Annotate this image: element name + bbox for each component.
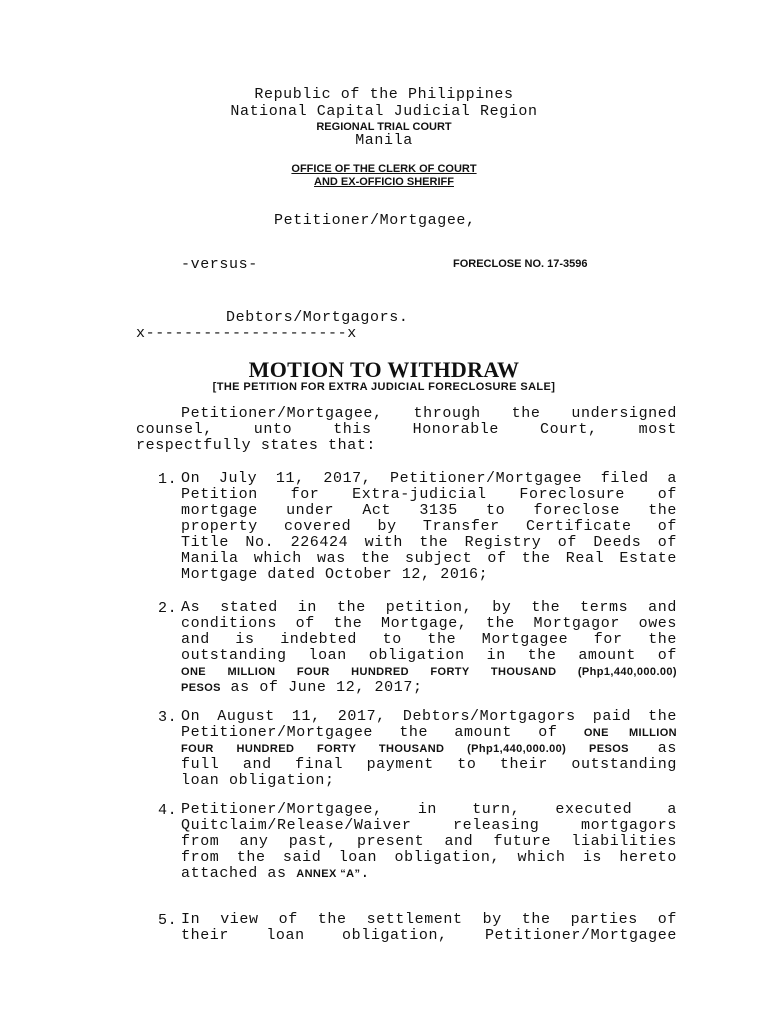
intro-line: counsel, unto this Honorable Court, most	[136, 421, 677, 438]
paragraph-line: mortgage under Act 3135 to foreclose the	[181, 502, 677, 519]
paragraph-line: Manila which was the subject of the Real Estate	[181, 550, 677, 567]
item-number: 3.	[158, 709, 178, 726]
annex-reference: ANNEX “A”	[296, 868, 361, 880]
header-region: National Capital Judicial Region	[230, 103, 538, 120]
as-of-date: as of June 12, 2017;	[230, 679, 423, 696]
intro-line: Petitioner/Mortgagee, through the undersigned	[181, 405, 677, 422]
paragraph-line: In view of the settlement by the parties of	[181, 911, 677, 928]
paragraph-line: their loan obligation, Petitioner/Mortgagee	[181, 927, 677, 944]
caption-separator: x---------------------x	[136, 325, 357, 342]
header-office-line1: OFFICE OF THE CLERK OF COURT	[291, 163, 477, 175]
header-republic: Republic of the Philippines	[254, 86, 514, 103]
amount-bold-start: ONE MILLION	[583, 727, 678, 739]
paragraph-line: conditions of the Mortgage, the Mortgagor owes	[181, 615, 677, 632]
intro-paragraph	[136, 406, 677, 454]
item-number: 5.	[158, 912, 178, 929]
paragraph-4	[181, 802, 677, 882]
amount-in-words: ONE MILLION FOUR HUNDRED FORTY THOUSAND (Php1,440,000.00)	[181, 666, 677, 678]
paragraph-line: FOUR HUNDRED FORTY THOUSAND (Php1,440,000.00) PESOS as	[181, 740, 677, 757]
caption-versus: -versus-	[181, 256, 258, 273]
paragraph-line: On July 11, 2017, Petitioner/Mortgagee filed a	[181, 470, 677, 487]
paragraph-line: loan obligation;	[181, 772, 335, 789]
paragraph-line: attached as ANNEX “A”.	[181, 865, 370, 882]
paragraph-3	[181, 709, 677, 789]
header-city: Manila	[355, 132, 413, 149]
case-number: FORECLOSE NO. 17-3596	[453, 258, 588, 270]
caption-petitioner: Petitioner/Mortgagee,	[274, 212, 476, 229]
paragraph-line: As stated in the petition, by the terms and	[181, 599, 677, 616]
item-number: 2.	[158, 600, 178, 617]
paragraph-line: Title No. 226424 with the Registry of Deeds of	[181, 534, 677, 551]
intro-line: respectfully states that:	[136, 437, 377, 454]
header-office-line2: AND EX-OFFICIO SHERIFF	[314, 176, 454, 188]
document-title: MOTION TO WITHDRAW	[248, 357, 520, 382]
paragraph-line: property covered by Transfer Certificate of	[181, 518, 677, 535]
paragraph-1	[181, 471, 677, 583]
document-subtitle: [THE PETITION FOR EXTRA JUDICIAL FORECLOSURE SALE]	[212, 381, 556, 393]
paragraph-5	[181, 912, 677, 944]
paragraph-line: outstanding loan obligation in the amount of	[181, 647, 677, 664]
paragraph-line	[181, 680, 677, 696]
paragraph-line: On August 11, 2017, Debtors/Mortgagors paid the	[181, 708, 677, 725]
paragraph-line: Mortgage dated October 12, 2016;	[181, 566, 489, 583]
item-number: 1.	[158, 471, 178, 488]
caption-debtors: Debtors/Mortgagors.	[226, 309, 409, 326]
header-court: REGIONAL TRIAL COURT	[316, 121, 452, 133]
paragraph-line: and is indebted to the Mortgagee for the	[181, 631, 677, 648]
currency-pesos: PESOS	[181, 682, 221, 694]
amount-bold-end: FOUR HUNDRED FORTY THOUSAND (Php1,440,000.00) PESOS	[181, 743, 629, 755]
paragraph-line: full and final payment to their outstanding	[181, 756, 677, 773]
paragraph-line: Quitclaim/Release/Waiver releasing mortgagors	[181, 817, 677, 834]
paragraph-2	[181, 600, 677, 696]
paragraph-line: from the said loan obligation, which is hereto	[181, 849, 677, 866]
paragraph-line: from any past, present and future liabilities	[181, 833, 677, 850]
paragraph-line: Petitioner/Mortgagee, in turn, executed a	[181, 801, 677, 818]
item-number: 4.	[158, 802, 178, 819]
paragraph-line: Petition for Extra-judicial Foreclosure of	[181, 486, 677, 503]
paragraph-line: Petitioner/Mortgagee the amount of ONE MILLION	[181, 724, 678, 741]
